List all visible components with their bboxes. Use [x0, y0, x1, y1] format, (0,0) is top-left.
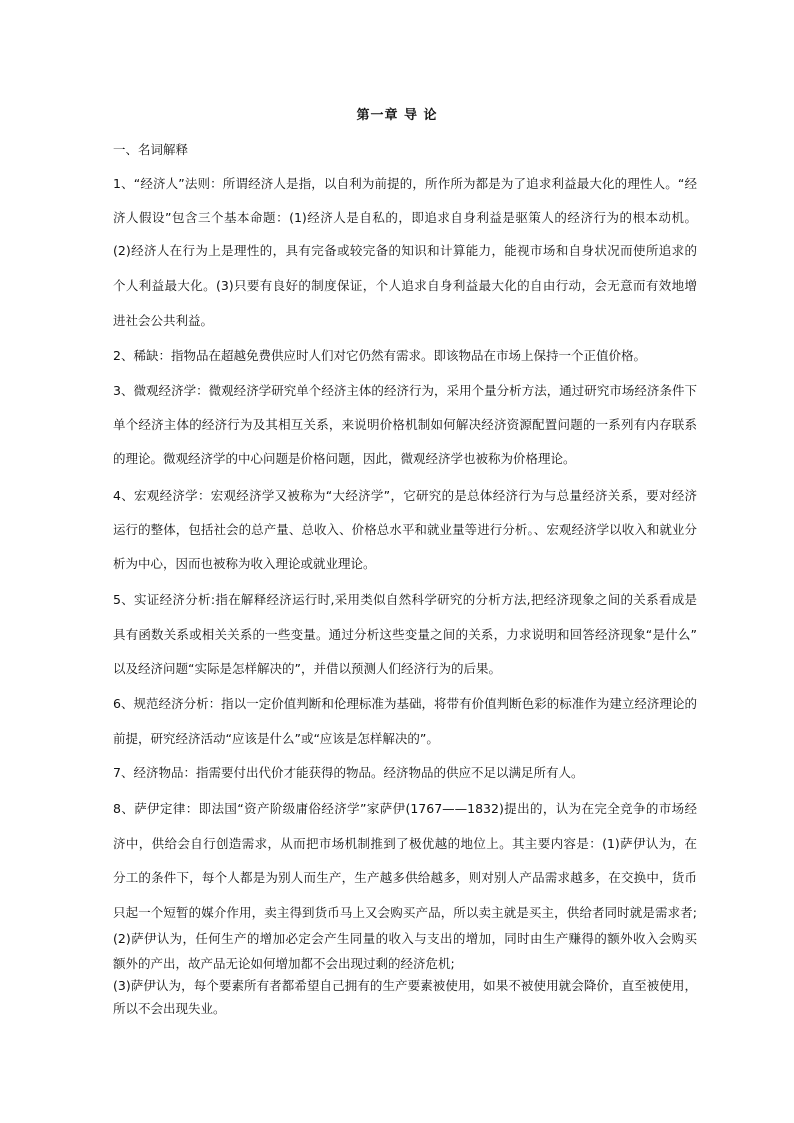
body-text-line: 分工的条件下，每个人都是为别人而生产，生产越多供给越多，则对别人产品需求越多，在交换中，货币 — [113, 870, 697, 885]
body-text-line: 5、实证经济分析:指在解释经济运行时,采用类似自然科学研究的分析方法,把经济现象之间的关系看成是 — [113, 592, 697, 607]
body-text-line: (2)萨伊认为，任何生产的增加必定会产生同量的收入与支出的增加，同时由生产赚得的额外收入会购买 — [113, 931, 697, 946]
body-text-line: 只起一个短暂的媒介作用，卖主得到货币马上又会购买产品，所以卖主就是买主，供给者同时就是需求者; — [113, 905, 697, 920]
body-text-line: 济人假设”包含三个基本命题：(1)经济人是自私的，即追求自身利益是驱策人的经济行为的根本动机。 — [113, 210, 697, 225]
body-text-line: 济中，供给会自行创造需求，从而把市场机制推到了极优越的地位上。其主要内容是：(1)萨伊认为，在 — [113, 836, 697, 851]
body-text-line: (3)萨伊认为，每个要素所有者都希望自己拥有的生产要素被使用，如果不被使用就会降价，直至被使用， — [113, 978, 697, 993]
body-text-line: 个人利益最大化。(3)只要有良好的制度保证，个人追求自身利益最大化的自由行动，会无意而有效地增 — [113, 278, 697, 293]
body-text-line: 8、萨伊定律：即法国“资产阶级庸俗经济学”家萨伊(1767——1832)提出的，认为在完全竞争的市场经 — [113, 801, 697, 816]
body-text-line: 以及经济问题“实际是怎样解决的”，并借以预测人们经济行为的后果。 — [113, 661, 501, 676]
body-text-line: 4、宏观经济学：宏观经济学又被称为“大经济学”，它研究的是总体经济行为与总量经济关系，要对经济 — [113, 488, 697, 503]
body-text-line: 1、“经济人”法则：所谓经济人是指，以自利为前提的，所作所为都是为了追求利益最大化的理性人。“经 — [113, 176, 697, 191]
body-text-line: 6、规范经济分析：指以一定价值判断和伦理标准为基础，将带有价值判断色彩的标准作为建立经济理论的 — [113, 696, 697, 711]
body-text-line: 具有函数关系或相关关系的一些变量。通过分析这些变量之间的关系，力求说明和回答经济现象“是什么” — [113, 627, 697, 642]
body-text-line: 7、经济物品：指需要付出代价才能获得的物品。经济物品的供应不足以满足所有人。 — [113, 765, 584, 780]
body-text-line: 的理论。微观经济学的中心问题是价格问题，因此，微观经济学也被称为价格理论。 — [113, 451, 576, 466]
section-heading: 一、名词解释 — [113, 142, 189, 157]
body-text-line: 进社会公共利益。 — [113, 313, 214, 328]
body-text-line: 析为中心，因而也被称为收入理论或就业理论。 — [113, 556, 376, 571]
body-text-line: 额外的产出，故产品无论如何增加都不会出现过剩的经济危机; — [113, 956, 455, 971]
body-text-line: 前提，研究经济活动“应该是什么”或“应该是怎样解决的”。 — [113, 731, 439, 746]
body-text-line: 3、微观经济学：微观经济学研究单个经济主体的经济行为，采用个量分析方法，通过研究市场经济条件下 — [113, 383, 697, 398]
body-text-line: 所以不会出现失业。 — [113, 1001, 226, 1016]
body-text-line: 单个经济主体的经济行为及其相互关系，来说明价格机制如何解决经济资源配置问题的一系列有内存联系 — [113, 417, 697, 432]
body-text-line: (2)经济人在行为上是理性的，具有完备或较完备的知识和计算能力，能视市场和自身状况而使所追求的 — [113, 243, 697, 258]
chapter-title: 第一章 导 论 — [356, 108, 438, 123]
body-text-line: 运行的整体，包括社会的总产量、总收入、价格总水平和就业量等进行分析。、宏观经济学以收入和就业分 — [113, 522, 697, 537]
body-text-line: 2、稀缺：指物品在超越免费供应时人们对它仍然有需求。即该物品在市场上保持一个正值价格。 — [113, 348, 646, 363]
